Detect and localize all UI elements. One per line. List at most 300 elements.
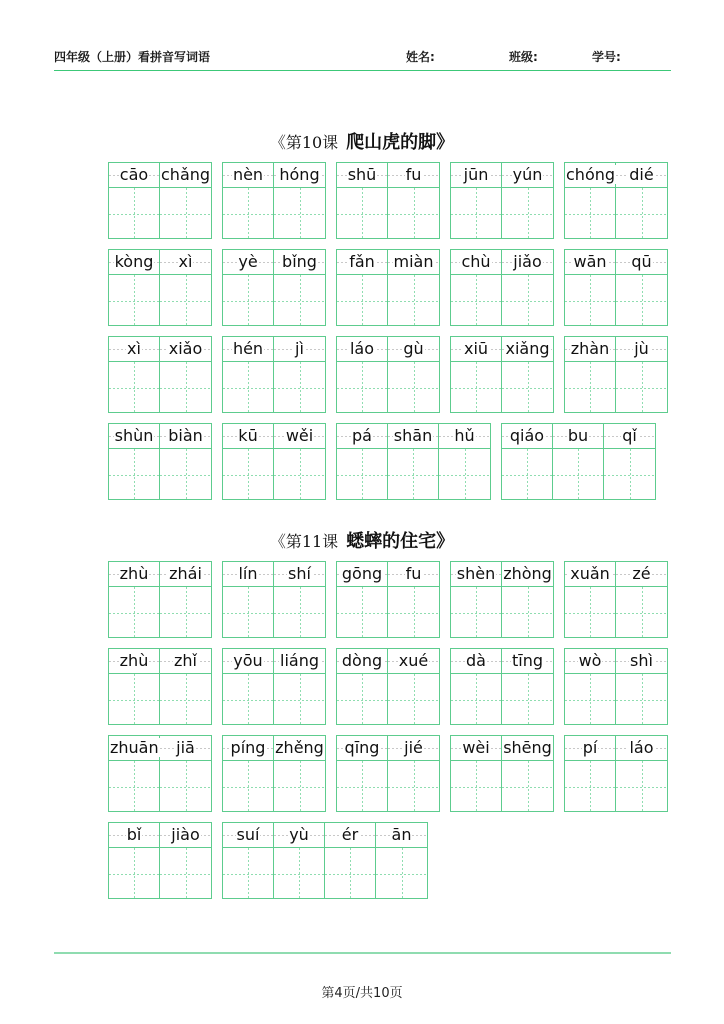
character-cell <box>502 736 553 811</box>
lesson-name: 爬山虎的脚》 <box>346 132 455 153</box>
pinyin-label <box>502 736 553 761</box>
character-cell <box>337 649 388 724</box>
character-cell <box>223 823 274 898</box>
writing-box[interactable] <box>337 362 387 413</box>
character-cell <box>502 163 553 238</box>
pinyin-text: zhái <box>169 564 202 583</box>
pinyin-text: wò <box>578 651 602 670</box>
pinyin-text: pá <box>352 426 372 445</box>
pinyin-label <box>160 736 211 761</box>
word-group <box>336 648 440 725</box>
writing-box[interactable] <box>337 761 387 812</box>
pinyin-text: shān <box>393 426 433 445</box>
writing-box[interactable] <box>502 188 553 239</box>
writing-box[interactable] <box>274 587 325 638</box>
word-group <box>336 423 491 500</box>
pinyin-label <box>223 736 273 761</box>
pinyin-label <box>223 562 273 587</box>
writing-box[interactable] <box>616 362 667 413</box>
student-number-field-label: 学号: <box>592 50 621 64</box>
pinyin-label <box>337 250 387 275</box>
pinyin-label <box>616 562 667 587</box>
pinyin-label <box>388 562 439 587</box>
pinyin-label <box>451 163 501 188</box>
writing-box[interactable] <box>109 188 159 239</box>
pinyin-label <box>616 163 667 188</box>
pinyin-text: kū <box>238 426 258 445</box>
pinyin-text: shì <box>630 651 653 670</box>
class-field-label: 班级: <box>509 50 538 64</box>
lesson-title <box>0 128 724 154</box>
character-cell <box>223 337 274 412</box>
writing-box[interactable] <box>502 761 553 812</box>
character-cell <box>223 649 274 724</box>
character-cell <box>109 649 160 724</box>
writing-box[interactable] <box>565 188 615 239</box>
pinyin-text: ān <box>391 825 412 844</box>
writing-box[interactable] <box>223 761 273 812</box>
writing-box[interactable] <box>616 275 667 326</box>
word-group <box>450 336 554 413</box>
pinyin-text: píng <box>230 738 266 757</box>
writing-box[interactable] <box>109 449 159 500</box>
character-cell <box>160 337 211 412</box>
pinyin-text: shū <box>347 165 377 184</box>
pinyin-text: cāo <box>119 165 149 184</box>
character-cell <box>553 424 604 499</box>
pinyin-text: dié <box>629 165 654 184</box>
pinyin-text: wān <box>573 252 607 271</box>
character-cell <box>388 562 439 637</box>
word-group <box>336 735 440 812</box>
writing-box[interactable] <box>109 674 159 725</box>
pinyin-label <box>451 736 501 761</box>
character-cell <box>565 250 616 325</box>
writing-box[interactable] <box>337 587 387 638</box>
character-cell <box>388 337 439 412</box>
character-cell <box>160 424 211 499</box>
pinyin-label <box>109 250 159 275</box>
character-cell <box>502 250 553 325</box>
writing-box[interactable] <box>337 674 387 725</box>
character-cell <box>616 163 667 238</box>
pinyin-label <box>616 250 667 275</box>
pinyin-label <box>160 823 211 848</box>
writing-box[interactable] <box>223 275 273 326</box>
pinyin-text: chù <box>461 252 491 271</box>
pinyin-text: gù <box>403 339 424 358</box>
character-cell <box>274 649 325 724</box>
pinyin-label <box>502 649 553 674</box>
character-cell <box>439 424 490 499</box>
pinyin-label <box>376 823 427 848</box>
character-cell <box>388 250 439 325</box>
character-cell <box>274 562 325 637</box>
writing-box[interactable] <box>337 188 387 239</box>
pinyin-label <box>565 163 615 188</box>
writing-box[interactable] <box>388 362 439 413</box>
pinyin-text: fǎn <box>349 252 375 271</box>
pinyin-text: dà <box>466 651 486 670</box>
character-cell <box>109 163 160 238</box>
pinyin-label <box>337 337 387 362</box>
pinyin-text: jūn <box>463 165 489 184</box>
pinyin-label <box>502 163 553 188</box>
writing-box[interactable] <box>160 362 211 413</box>
pinyin-text: bǐ <box>126 825 142 844</box>
character-cell <box>451 736 502 811</box>
pinyin-text: ér <box>341 825 359 844</box>
writing-box[interactable] <box>160 188 211 239</box>
writing-box[interactable] <box>109 761 159 812</box>
writing-box[interactable] <box>160 449 211 500</box>
writing-box[interactable] <box>337 449 387 500</box>
writing-box[interactable] <box>388 449 438 500</box>
writing-box[interactable] <box>565 362 615 413</box>
character-cell <box>160 562 211 637</box>
pinyin-label <box>337 562 387 587</box>
writing-box[interactable] <box>274 848 324 899</box>
writing-box[interactable] <box>604 449 655 500</box>
writing-box[interactable] <box>274 761 325 812</box>
character-cell <box>274 823 325 898</box>
pinyin-text: zhù <box>119 564 149 583</box>
writing-box[interactable] <box>223 587 273 638</box>
pinyin-text: zhuān <box>110 738 159 757</box>
pinyin-label <box>388 424 438 449</box>
character-cell <box>502 649 553 724</box>
writing-box[interactable] <box>451 188 501 239</box>
writing-box[interactable] <box>616 674 667 725</box>
pinyin-text: shèn <box>456 564 496 583</box>
character-cell <box>616 250 667 325</box>
writing-box[interactable] <box>274 449 325 500</box>
pinyin-label <box>109 823 159 848</box>
writing-box[interactable] <box>439 449 490 500</box>
writing-box[interactable] <box>274 188 325 239</box>
writing-box[interactable] <box>451 674 501 725</box>
worksheet-header <box>54 48 671 68</box>
writing-box[interactable] <box>565 761 615 812</box>
pinyin-text: qǐ <box>622 426 637 445</box>
character-cell <box>223 163 274 238</box>
pinyin-text: bu <box>567 426 589 445</box>
writing-box[interactable] <box>502 362 553 413</box>
word-group <box>108 561 212 638</box>
character-cell <box>223 736 274 811</box>
writing-box[interactable] <box>616 587 667 638</box>
writing-box[interactable] <box>376 848 427 899</box>
writing-box[interactable] <box>160 587 211 638</box>
pinyin-text: wěi <box>285 426 314 445</box>
pinyin-label <box>274 163 325 188</box>
word-group <box>564 561 668 638</box>
word-group <box>450 249 554 326</box>
pinyin-text: miàn <box>393 252 434 271</box>
pinyin-text: bǐng <box>282 252 317 271</box>
pinyin-text: chóng <box>566 165 616 184</box>
pinyin-text: hóng <box>279 165 320 184</box>
character-cell <box>388 649 439 724</box>
writing-box[interactable] <box>502 674 553 725</box>
pinyin-label <box>337 163 387 188</box>
character-cell <box>109 823 160 898</box>
character-cell <box>274 163 325 238</box>
pinyin-text: jiào <box>171 825 200 844</box>
pinyin-text: yè <box>238 252 258 271</box>
character-cell <box>451 562 502 637</box>
pinyin-label <box>553 424 603 449</box>
writing-box[interactable] <box>388 188 439 239</box>
pinyin-label <box>274 250 325 275</box>
writing-box[interactable] <box>274 362 325 413</box>
writing-box[interactable] <box>223 188 273 239</box>
character-cell <box>388 736 439 811</box>
character-cell <box>502 424 553 499</box>
writing-box[interactable] <box>502 587 553 638</box>
pinyin-text: jiǎo <box>513 252 542 271</box>
character-cell <box>160 163 211 238</box>
pinyin-label <box>223 649 273 674</box>
pinyin-text: zhù <box>119 651 149 670</box>
pinyin-text: yōu <box>233 651 263 670</box>
pinyin-text: kòng <box>114 252 154 271</box>
writing-box[interactable] <box>553 449 603 500</box>
character-cell <box>451 250 502 325</box>
word-group <box>108 423 212 500</box>
pinyin-text: yún <box>512 165 543 184</box>
pinyin-text: shùn <box>114 426 154 445</box>
pinyin-text: zhǐ <box>174 651 197 670</box>
pinyin-label <box>502 424 552 449</box>
writing-box[interactable] <box>274 275 325 326</box>
word-group <box>450 561 554 638</box>
word-group <box>222 423 326 500</box>
pinyin-label <box>565 250 615 275</box>
lesson-number: 《第11课 <box>269 532 339 551</box>
character-cell <box>337 163 388 238</box>
word-group <box>222 561 326 638</box>
pinyin-label <box>274 424 325 449</box>
pinyin-label <box>388 163 439 188</box>
word-group <box>108 336 212 413</box>
pinyin-text: xiū <box>463 339 489 358</box>
pinyin-label <box>109 424 159 449</box>
character-cell <box>109 424 160 499</box>
character-cell <box>223 424 274 499</box>
pinyin-text: biàn <box>168 426 203 445</box>
word-group <box>108 735 212 812</box>
writing-box[interactable] <box>160 275 211 326</box>
word-group <box>222 336 326 413</box>
character-cell <box>274 736 325 811</box>
pinyin-label <box>616 736 667 761</box>
writing-box[interactable] <box>388 674 439 725</box>
writing-box[interactable] <box>109 848 159 899</box>
pinyin-text: dòng <box>341 651 383 670</box>
character-cell <box>223 562 274 637</box>
character-cell <box>109 736 160 811</box>
writing-box[interactable] <box>109 275 159 326</box>
pinyin-label <box>223 424 273 449</box>
pinyin-text: qiáo <box>509 426 545 445</box>
lesson-number: 《第10课 <box>269 133 339 152</box>
pinyin-label <box>160 163 211 188</box>
pinyin-label <box>109 337 159 362</box>
character-cell <box>160 823 211 898</box>
pinyin-label <box>502 250 553 275</box>
character-cell <box>565 649 616 724</box>
writing-box[interactable] <box>451 275 501 326</box>
pinyin-label <box>451 649 501 674</box>
writing-box[interactable] <box>160 674 211 725</box>
writing-box[interactable] <box>388 761 439 812</box>
writing-box[interactable] <box>160 761 211 812</box>
character-cell <box>337 736 388 811</box>
pinyin-text: zhòng <box>503 564 552 583</box>
word-group <box>108 822 212 899</box>
writing-box[interactable] <box>565 587 615 638</box>
writing-box[interactable] <box>502 275 553 326</box>
writing-box[interactable] <box>388 275 439 326</box>
word-group <box>336 162 440 239</box>
pinyin-label <box>274 562 325 587</box>
pinyin-label <box>109 562 159 587</box>
pinyin-label <box>451 562 501 587</box>
character-cell <box>274 424 325 499</box>
word-group <box>222 822 428 899</box>
pinyin-label <box>502 337 553 362</box>
lesson-title <box>0 527 724 553</box>
pinyin-text: shí <box>288 564 311 583</box>
pinyin-label <box>160 562 211 587</box>
pinyin-text: hén <box>232 339 264 358</box>
character-cell <box>502 562 553 637</box>
character-cell <box>451 337 502 412</box>
pinyin-label <box>223 337 273 362</box>
pinyin-text: xì <box>178 252 193 271</box>
pinyin-label <box>502 562 553 587</box>
writing-box[interactable] <box>223 362 273 413</box>
pinyin-text: gōng <box>341 564 383 583</box>
writing-box[interactable] <box>616 761 667 812</box>
pinyin-label <box>604 424 655 449</box>
pinyin-text: zé <box>632 564 651 583</box>
pinyin-label <box>337 649 387 674</box>
pinyin-label <box>160 250 211 275</box>
writing-box[interactable] <box>223 848 273 899</box>
pinyin-label <box>274 337 325 362</box>
word-group <box>336 336 440 413</box>
pinyin-label <box>223 823 273 848</box>
writing-box[interactable] <box>451 587 501 638</box>
pinyin-label <box>337 424 387 449</box>
character-cell <box>451 163 502 238</box>
page-indicator: 第4页/共10页 <box>321 986 403 1001</box>
pinyin-text: láo <box>629 738 654 757</box>
pinyin-text: hǔ <box>454 426 475 445</box>
writing-box[interactable] <box>565 275 615 326</box>
pinyin-label <box>160 424 211 449</box>
word-group <box>501 423 656 500</box>
character-cell <box>604 424 655 499</box>
writing-box[interactable] <box>223 449 273 500</box>
character-cell <box>160 649 211 724</box>
pinyin-label <box>565 562 615 587</box>
character-cell <box>337 337 388 412</box>
writing-box[interactable] <box>109 362 159 413</box>
writing-box[interactable] <box>451 362 501 413</box>
writing-box[interactable] <box>451 761 501 812</box>
word-group <box>450 162 554 239</box>
character-cell <box>274 250 325 325</box>
pinyin-label <box>109 163 159 188</box>
character-cell <box>160 250 211 325</box>
header-divider <box>54 70 671 71</box>
character-cell <box>160 736 211 811</box>
word-group <box>108 162 212 239</box>
pinyin-text: xiǎo <box>168 339 203 358</box>
writing-box[interactable] <box>109 587 159 638</box>
pinyin-text: wèi <box>462 738 490 757</box>
pinyin-label <box>439 424 490 449</box>
pinyin-label <box>109 736 159 761</box>
pinyin-text: yù <box>289 825 309 844</box>
character-cell <box>109 250 160 325</box>
word-group <box>108 648 212 725</box>
pinyin-text: jiā <box>176 738 195 757</box>
pinyin-text: xuǎn <box>570 564 610 583</box>
pinyin-text: tīng <box>511 651 543 670</box>
pinyin-label <box>616 649 667 674</box>
writing-box[interactable] <box>325 848 375 899</box>
writing-box[interactable] <box>502 449 552 500</box>
writing-box[interactable] <box>337 275 387 326</box>
character-cell <box>565 337 616 412</box>
word-group <box>450 648 554 725</box>
word-group <box>564 336 668 413</box>
writing-box[interactable] <box>160 848 211 899</box>
lesson-name: 蟋蟀的住宅》 <box>346 531 455 552</box>
writing-box[interactable] <box>388 587 439 638</box>
pinyin-label <box>451 337 501 362</box>
footer-divider <box>54 952 671 954</box>
writing-box[interactable] <box>565 674 615 725</box>
character-cell <box>616 649 667 724</box>
character-cell <box>337 424 388 499</box>
writing-box[interactable] <box>223 674 273 725</box>
pinyin-label <box>388 250 439 275</box>
pinyin-label <box>274 823 324 848</box>
word-group <box>222 249 326 326</box>
word-group <box>564 249 668 326</box>
pinyin-label <box>274 649 325 674</box>
writing-box[interactable] <box>616 188 667 239</box>
pinyin-text: zhěng <box>275 738 324 757</box>
pinyin-label <box>388 649 439 674</box>
worksheet-title: 四年级（上册）看拼音写词语 <box>54 50 211 64</box>
pinyin-label <box>565 649 615 674</box>
pinyin-text: liáng <box>280 651 319 670</box>
character-cell <box>388 163 439 238</box>
pinyin-text: jù <box>634 339 649 358</box>
pinyin-text: qū <box>631 252 652 271</box>
pinyin-text: suí <box>236 825 260 844</box>
character-cell <box>337 562 388 637</box>
pinyin-text: fu <box>405 564 422 583</box>
word-group <box>564 162 668 239</box>
writing-box[interactable] <box>274 674 325 725</box>
